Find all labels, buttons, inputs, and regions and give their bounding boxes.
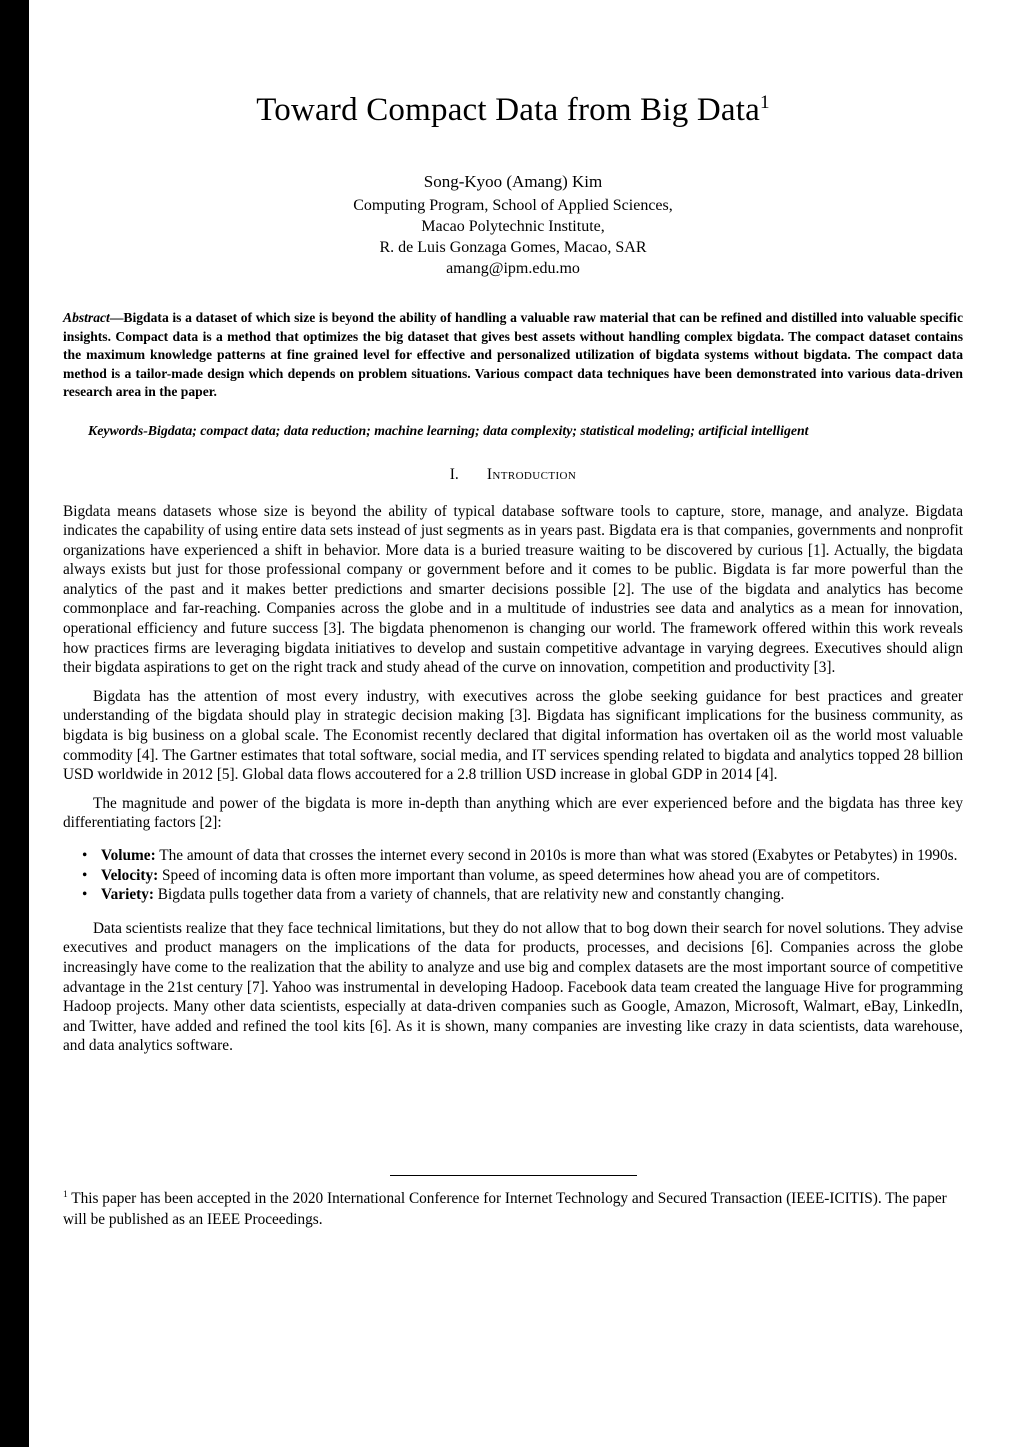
bullet-item-variety [63,885,963,905]
footnote-block [63,1175,963,1230]
intro-paragraph-3: The magnitude and power of the bigdata is more in-depth than anything which are ever experienced before and the bigdata has three key differentiating factors [2]: [63,794,963,832]
section-heading-introduction [63,466,963,484]
intro-paragraph-2: Bigdata has the attention of most every industry, with executives across the globe seeking guidance for best practices and greater understanding of the bigdata should play in strategic decision making [3]. Bigdata has significant implications for the business community, as bigdata is big business on a global scale. The Economist recently declared that digital information has overtaken oil as the world most valuable commodity [4]. The Gartner estimates that total software, social media, and IT services spending related to bigdata and analytics topped 28 billion USD worldwide in 2012 [5]. Global data flows accoutered for a 2.8 trillion USD increase in global GDP in 2014 [4]. [63,687,963,784]
abstract-text: —Bigdata is a dataset of which size is beyond the ability of handling a valuable raw material that can be refined and distilled into valuable specific insights. Compact data is a method that optimizes the big dataset that gives best assets without handling complex bigdata. The compact dataset contains the maximum knowledge patterns at fine grained level for effective and personalized utilization of bigdata systems without bigdata. The compact data method is a tailor-made design which depends on problem situations. Various compact data techniques have been demonstrated into various data-driven research area in the paper. [63,310,963,399]
section-title: Introduction [486,465,577,483]
abstract-paragraph [63,309,963,402]
author-affiliation-line-1: Computing Program, School of Applied Sciences, [353,197,673,214]
section-number: I. [449,465,459,483]
footnote-separator-rule [390,1175,637,1176]
author-name: Song-Kyoo (Amang) Kim [423,172,603,191]
paper-page [63,0,963,1056]
title-footnote-marker: 1 [759,92,770,113]
author-block [63,171,963,279]
keywords-line: Keywords-Bigdata; compact data; data reduction; machine learning; data complexity; statistical modeling; artificial intelligent [88,422,809,438]
bullet-list [63,846,963,905]
footnote-text: This paper has been accepted in the 2020 International Conference for Internet Technology and Secured Transaction (IEEE-ICITIS). The paper will be published as an IEEE Proceedings. [63,1190,947,1228]
bullet-item-volume [63,846,963,866]
bullet-text-velocity: Speed of incoming data is often more important than volume, as speed determines how ahead you are of competitors. [158,866,880,884]
footnote-text-paragraph [63,1185,963,1230]
footnote-marker: 1 [63,1190,68,1200]
intro-paragraph-4: Data scientists realize that they face technical limitations, but they do not allow that to bog down their search for novel solutions. They advise executives and product managers on the implications of the data for products, processes, and decisions [6]. Companies across the globe increasingly have come to the realization that the ability to analyze and use big and complex datasets are the most important source of competitive advantage in the 21st century [7]. Yahoo was instrumental in developing Hadoop. Facebook data team created the language Hive for programming Hadoop projects. Many other data scientists, especially at data-driven companies such as Google, Amazon, Microsoft, Walmart, eBay, LinkedIn, and Twitter, have added and refined the tool kits [6]. As it is shown, many companies are investing like crazy in data scientists, data warehouse, and data analytics software. [63,919,963,1055]
author-affiliation-line-2: Macao Polytechnic Institute, [421,218,605,235]
bullet-term-volume: Volume: [101,847,156,864]
bullet-text-volume: The amount of data that crosses the internet every second in 2010s is more than what was stored (Exabytes or Petabytes) in 1990s. [155,847,958,864]
abstract-label: Abstract [63,310,110,325]
intro-paragraph-1: Bigdata means datasets whose size is beyond the ability of typical database software tools to capture, store, manage, and analyze. Bigdata indicates the capability of using entire data sets instead of just segments as in years past. Bigdata era is that companies, governments and nonprofit organizations have experienced a shift in behavior. More data is a buried treasure waiting to be discovered by curious [1]. Actually, the bigdata always exists but just for those professional company or government before and it comes to be public. Bigdata is far more powerful than the analytics of the past and it makes better predictions and smarter decisions possible [2]. The use of the bigdata and analytics has become commonplace and far-reaching. Companies across the globe and in a multitude of industries see data and analytics as a mean for innovation, operational efficiency and future success [3]. The bigdata phenomenon is changing our world. The framework offered within this work reveals how practices firms are leveraging bigdata initiatives to develop and sustain competitive advantage in varying degrees. Executives should align their bigdata aspirations to get on the right track and study ahead of the curve on innovation, competition and productivity [3]. [63,502,963,677]
author-affiliation-line-3: R. de Luis Gonzaga Gomes, Macao, SAR [379,239,647,256]
bullet-text-variety: Bigdata pulls together data from a variety of channels, that are relativity new and constantly changing. [153,886,785,904]
scan-edge-artifact [0,0,29,1447]
paper-title [63,0,963,129]
bullet-term-variety: Variety: [101,886,154,904]
bullet-item-velocity [63,866,963,886]
author-email: amang@ipm.edu.mo [446,260,580,277]
paper-title-text: Toward Compact Data from Big Data [256,92,760,128]
bullet-term-velocity: Velocity: [101,866,159,884]
